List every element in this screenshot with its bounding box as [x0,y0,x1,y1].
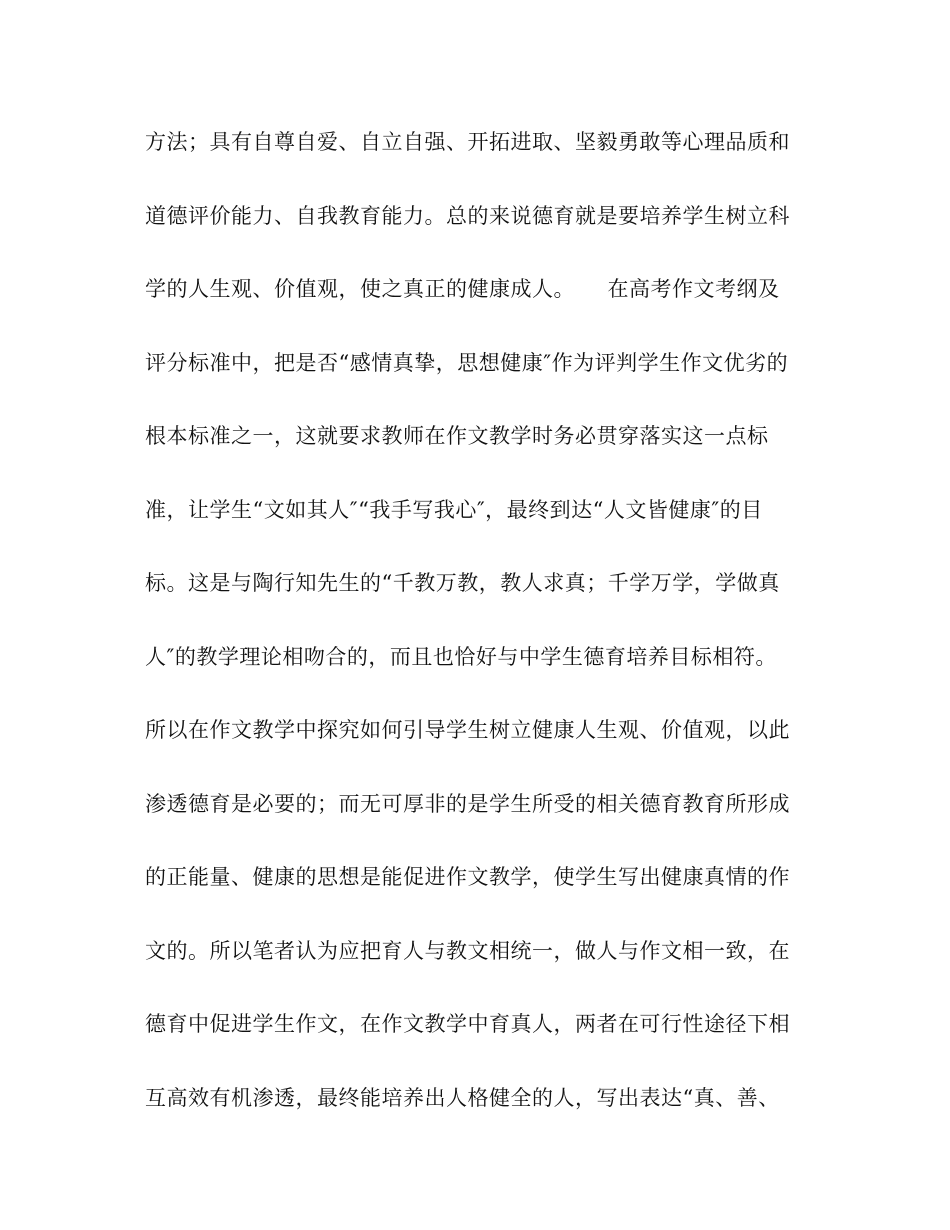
text-line: 德育中促进学生作文，在作文教学中育真人，两者在可行性途径下相 [145,1012,790,1036]
text-line: 道德评价能力、自我教育能力。总的来说德育就是要培养学生树立科 [145,203,790,228]
text-line: 互高效有机渗透，最终能培养出人格健全的人，写出表达“真、善、 [145,1085,780,1110]
text-line: 所以在作文教学中探究如何引导学生树立健康人生观、价值观，以此 [145,718,790,742]
text-line: 方法；具有自尊自爱、自立自强、开拓进取、坚毅勇敢等心理品质和 [145,130,790,154]
text-line: 准，让学生“文如其人″“我手写我心″，最终到达“人文皆健康″的目 [145,497,763,522]
text-line: 根本标准之一，这就要求教师在作文教学时务必贯穿落实这一点标 [145,424,769,448]
text-line: 的正能量、健康的思想是能促进作文教学，使学生写出健康真情的作 [145,865,790,889]
body-text [145,124,825,1153]
text-line: 标。这是与陶行知先生的“千教万教，教人求真；千学万学，学做真 [145,571,780,595]
text-line: 学的人生观、价值观，使之真正的健康成人。 在高考作文考纲及 [145,277,780,301]
text-line: 人″的教学理论相吻合的，而且也恰好与中学生德育培养目标相符。 [145,644,777,669]
text-line: 渗透德育是必要的；而无可厚非的是学生所受的相关德育教育所形成 [145,791,790,816]
text-line: 文的。所以笔者认为应把育人与教文相统一，做人与作文相一致，在 [145,938,790,963]
text-line: 评分标准中，把是否“感情真挚，思想健康″作为评判学生作文优劣的 [145,350,789,375]
